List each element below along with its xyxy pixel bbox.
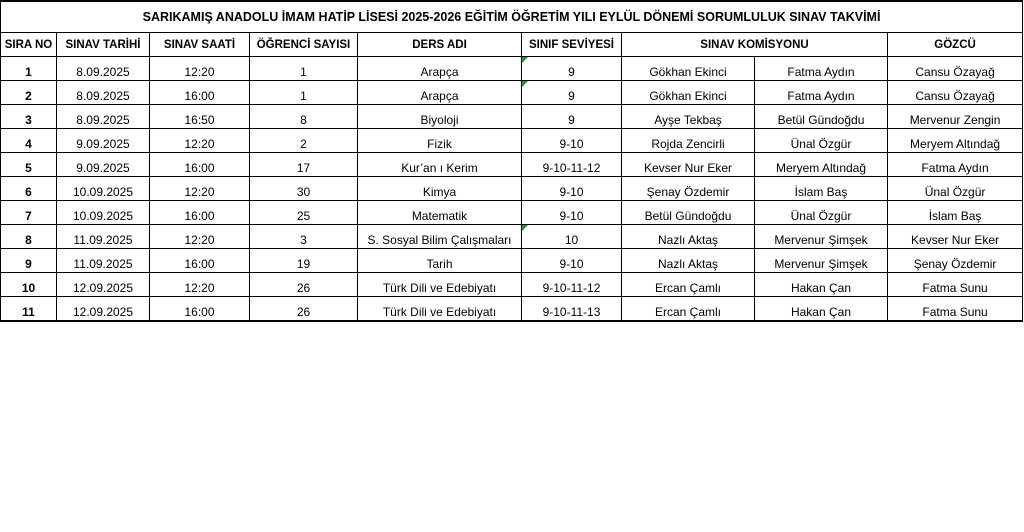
cell-sinav-tarihi[interactable] [57,129,150,153]
cell-komisyon-uye-1[interactable] [622,297,755,322]
header-row [1,33,1023,57]
cell-ders-adi[interactable] [358,129,522,153]
cell-gozcu-text: Şenay Özdemir [913,257,997,271]
cell-ogrenci-sayisi-text: 2 [300,137,307,151]
table-row [1,105,1023,129]
cell-komisyon-uye-1[interactable] [622,249,755,273]
cell-ogrenci-sayisi[interactable] [250,129,358,153]
cell-sinav-saati[interactable] [150,249,250,273]
cell-komisyon-uye-1-text: Ercan Çamlı [654,281,722,295]
table-row [1,153,1023,177]
cell-sinif-seviyesi-text: 9-10-11-13 [542,305,601,319]
cell-sinav-tarihi[interactable] [57,201,150,225]
cell-sinav-tarihi[interactable] [57,249,150,273]
cell-komisyon-uye-1-text: Ayşe Tekbaş [654,113,722,127]
cell-sinav-tarihi[interactable] [57,297,150,322]
cell-komisyon-uye-2-text: Ünal Özgür [790,137,852,151]
cell-komisyon-uye-1[interactable] [622,57,755,81]
cell-ders-adi[interactable] [358,57,522,81]
cell-sinif-seviyesi-text: 9-10-11-12 [542,161,601,175]
cell-komisyon-uye-1[interactable] [622,225,755,249]
cell-komisyon-uye-1[interactable] [622,129,755,153]
cell-sinav-saati-text: 16:00 [184,209,215,223]
cell-sinav-tarihi-text: 9.09.2025 [76,137,130,151]
cell-komisyon-uye-2[interactable] [755,129,888,153]
cell-komisyon-uye-1-text: Ercan Çamlı [654,305,722,319]
cell-komisyon-uye-2-text: İslam Baş [794,185,848,199]
cell-sinif-seviyesi[interactable] [522,273,622,297]
cell-sira-no-text: 10 [21,281,36,295]
cell-ogrenci-sayisi[interactable] [250,177,358,201]
comment-marker-icon [522,57,528,63]
comment-marker-icon [522,81,528,87]
cell-sinav-tarihi[interactable] [57,153,150,177]
cell-sinif-seviyesi[interactable] [522,129,622,153]
cell-gozcu-text: Fatma Sunu [922,305,988,319]
cell-sinav-saati-text: 16:00 [184,161,215,175]
cell-sira-no[interactable] [1,105,57,129]
cell-sinav-saati[interactable] [150,273,250,297]
cell-komisyon-uye-1[interactable] [622,273,755,297]
cell-ders-adi-text: Türk Dili ve Edebiyatı [382,281,497,295]
cell-sinav-saati[interactable] [150,57,250,81]
cell-sinav-saati-text: 12:20 [184,281,215,295]
cell-sira-no[interactable] [1,201,57,225]
cell-sira-no[interactable] [1,57,57,81]
cell-ogrenci-sayisi[interactable] [250,297,358,322]
cell-sinav-tarihi-text: 10.09.2025 [72,185,134,199]
cell-gozcu[interactable] [888,225,1023,249]
table-row [1,129,1023,153]
cell-sinav-saati-text: 12:20 [184,65,215,79]
cell-sira-no-text: 1 [25,65,32,79]
cell-sinav-saati-text: 16:00 [184,89,215,103]
cell-ogrenci-sayisi[interactable] [250,225,358,249]
header-sinif-seviyesi[interactable]: SINIF SEVİYESİ [522,33,622,57]
cell-ders-adi-text: Arapça [420,89,459,103]
cell-sinav-tarihi-text: 8.09.2025 [76,89,130,103]
cell-sinif-seviyesi[interactable] [522,153,622,177]
cell-sinav-tarihi[interactable] [57,57,150,81]
cell-sira-no-text: 11 [22,305,35,319]
cell-sinav-tarihi-text: 12.09.2025 [72,281,134,295]
cell-sinif-seviyesi-text: 9 [568,89,575,103]
cell-sinav-tarihi[interactable] [57,81,150,105]
cell-komisyon-uye-1[interactable] [622,81,755,105]
cell-komisyon-uye-2[interactable] [755,225,888,249]
cell-sinav-tarihi-text: 11.09.2025 [73,257,133,271]
cell-sira-no[interactable] [1,225,57,249]
cell-komisyon-uye-2-text: Mervenur Şimşek [774,257,868,271]
cell-sinif-seviyesi-text: 9-10 [559,257,584,271]
cell-ders-adi-text: Türk Dili ve Edebiyatı [382,305,497,319]
cell-komisyon-uye-1[interactable] [622,105,755,129]
cell-komisyon-uye-1-text: Gökhan Ekinci [649,65,727,79]
cell-komisyon-uye-2-text: Betül Gündoğdu [777,113,865,127]
cell-sira-no[interactable] [1,177,57,201]
cell-sinav-saati[interactable] [150,129,250,153]
cell-ogrenci-sayisi-text: 26 [296,281,311,295]
cell-komisyon-uye-1-text: Kevser Nur Eker [643,161,733,175]
cell-gozcu-text: Ünal Özgür [924,185,986,199]
cell-ogrenci-sayisi-text: 3 [300,233,307,247]
cell-sira-no-text: 5 [25,161,32,175]
cell-sinav-saati-text: 16:00 [184,257,215,271]
cell-komisyon-uye-1[interactable] [622,177,755,201]
cell-sinav-tarihi-text: 8.09.2025 [76,113,130,127]
cell-komisyon-uye-1-text: Gökhan Ekinci [649,89,727,103]
cell-sira-no[interactable] [1,81,57,105]
cell-komisyon-uye-2[interactable] [755,81,888,105]
cell-komisyon-uye-2-text: Meryem Altındağ [775,161,867,175]
cell-komisyon-uye-2[interactable] [755,249,888,273]
cell-gozcu-text: Kevser Nur Eker [911,233,1000,247]
cell-ogrenci-sayisi[interactable] [250,105,358,129]
cell-sinif-seviyesi[interactable] [522,249,622,273]
cell-sinav-saati[interactable] [150,81,250,105]
header-sira-no[interactable]: SIRA NO [1,33,57,57]
cell-komisyon-uye-2-text: Fatma Aydın [787,65,855,79]
table-row [1,201,1023,225]
cell-komisyon-uye-2[interactable] [755,201,888,225]
cell-sinav-saati-text: 16:00 [184,305,215,319]
cell-ogrenci-sayisi-text: 8 [300,113,307,127]
comment-marker-icon [522,225,528,231]
cell-ders-adi-text: Tarih [426,257,453,271]
cell-sinif-seviyesi[interactable] [522,297,622,322]
cell-sinav-saati[interactable] [150,177,250,201]
cell-sinav-saati-text: 12:20 [184,233,215,247]
cell-komisyon-uye-1-text: Nazlı Aktaş [657,233,719,247]
cell-sinav-tarihi-text: 12.09.2025 [72,305,134,319]
cell-ogrenci-sayisi-text: 30 [296,185,311,199]
cell-sinav-saati[interactable] [150,105,250,129]
header-sinav-saati[interactable]: SINAV SAATİ [150,33,250,57]
cell-gozcu[interactable] [888,201,1023,225]
cell-sinif-seviyesi-text: 9 [568,113,575,127]
cell-komisyon-uye-1-text: Rojda Zencirli [651,137,725,151]
cell-ogrenci-sayisi[interactable] [250,153,358,177]
table-row [1,57,1023,81]
cell-sira-no[interactable] [1,273,57,297]
cell-ders-adi[interactable] [358,177,522,201]
cell-gozcu[interactable] [888,105,1023,129]
cell-komisyon-uye-1-text: Betül Gündoğdu [644,209,732,223]
cell-gozcu-text: Meryem Altındağ [910,137,1001,151]
cell-ders-adi[interactable] [358,225,522,249]
cell-ogrenci-sayisi[interactable] [250,201,358,225]
cell-sira-no[interactable] [1,249,57,273]
cell-ders-adi[interactable] [358,273,522,297]
cell-ders-adi-text: Arapça [420,65,459,79]
cell-gozcu[interactable] [888,177,1023,201]
cell-gozcu[interactable] [888,249,1023,273]
cell-ders-adi-text: S. Sosyal Bilim Çalışmaları [367,233,512,247]
cell-sinif-seviyesi[interactable] [522,105,622,129]
cell-ders-adi[interactable] [358,105,522,129]
cell-ogrenci-sayisi-text: 1 [300,89,307,103]
cell-sinav-tarihi[interactable] [57,273,150,297]
cell-sira-no-text: 2 [25,89,32,103]
cell-komisyon-uye-2-text: Ünal Özgür [790,209,852,223]
table-row [1,225,1023,249]
cell-komisyon-uye-1-text: Nazlı Aktaş [657,257,719,271]
cell-sinif-seviyesi[interactable] [522,201,622,225]
cell-gozcu[interactable] [888,153,1023,177]
cell-sira-no-text: 7 [25,209,32,223]
cell-sira-no-text: 8 [25,233,32,247]
cell-gozcu[interactable] [888,81,1023,105]
cell-komisyon-uye-2[interactable] [755,57,888,81]
cell-gozcu-text: Mervenur Zengin [909,113,1001,127]
cell-ders-adi-text: Kimya [422,185,457,199]
cell-ders-adi-text: Kur’an ı Kerim [401,161,478,175]
cell-sinif-seviyesi[interactable] [522,57,622,81]
cell-sinif-seviyesi-text: 10 [564,233,579,247]
header-ogrenci-sayisi[interactable]: ÖĞRENCİ SAYISI [250,33,358,57]
cell-ders-adi[interactable] [358,297,522,322]
table-row [1,297,1023,322]
table-row [1,273,1023,297]
cell-gozcu-text: İslam Baş [928,209,982,223]
cell-sinif-seviyesi[interactable] [522,177,622,201]
cell-sinif-seviyesi-text: 9-10-11-12 [542,281,601,295]
cell-ogrenci-sayisi-text: 25 [296,209,311,223]
cell-ogrenci-sayisi-text: 26 [296,305,311,319]
cell-sinav-saati-text: 12:20 [184,185,215,199]
cell-sira-no[interactable] [1,297,57,322]
cell-komisyon-uye-2[interactable] [755,273,888,297]
cell-sinav-tarihi[interactable] [57,177,150,201]
cell-ders-adi-text: Biyoloji [420,113,459,127]
cell-sinav-tarihi[interactable] [57,105,150,129]
cell-komisyon-uye-2[interactable] [755,153,888,177]
cell-komisyon-uye-2[interactable] [755,297,888,322]
cell-ders-adi-text: Fizik [427,137,452,151]
cell-sinav-saati[interactable] [150,297,250,322]
cell-ogrenci-sayisi[interactable] [250,57,358,81]
table-row [1,249,1023,273]
cell-ders-adi-text: Matematik [411,209,468,223]
cell-sinif-seviyesi-text: 9-10 [559,209,584,223]
cell-gozcu-text: Cansu Özayağ [915,89,995,103]
header-ders-adi[interactable]: DERS ADI [358,33,522,57]
cell-sinif-seviyesi-text: 9 [568,65,575,79]
table-row [1,177,1023,201]
cell-ogrenci-sayisi-text: 19 [296,257,311,271]
cell-sira-no-text: 3 [25,113,32,127]
cell-komisyon-uye-2-text: Hakan Çan [790,281,852,295]
cell-sinav-tarihi-text: 8.09.2025 [76,65,130,79]
cell-sinav-tarihi-text: 9.09.2025 [76,161,130,175]
schedule-body [1,57,1023,322]
cell-komisyon-uye-2-text: Mervenur Şimşek [774,233,868,247]
cell-sira-no-text: 6 [25,185,32,199]
header-sinav-tarihi[interactable]: SINAV TARİHİ [57,33,150,57]
cell-sinav-saati[interactable] [150,201,250,225]
cell-gozcu[interactable] [888,273,1023,297]
cell-gozcu-text: Cansu Özayağ [915,65,995,79]
cell-gozcu[interactable] [888,57,1023,81]
cell-ogrenci-sayisi-text: 17 [296,161,311,175]
cell-sinav-tarihi[interactable] [57,225,150,249]
cell-ders-adi[interactable] [358,153,522,177]
cell-ogrenci-sayisi[interactable] [250,81,358,105]
cell-sinav-tarihi-text: 10.09.2025 [72,209,134,223]
title-row [1,1,1023,33]
cell-sira-no-text: 9 [25,257,32,271]
cell-sinav-saati[interactable] [150,153,250,177]
cell-komisyon-uye-2-text: Fatma Aydın [787,89,855,103]
cell-gozcu-text: Fatma Aydın [921,161,989,175]
table-row [1,81,1023,105]
cell-sinav-saati[interactable] [150,225,250,249]
cell-gozcu-text: Fatma Sunu [922,281,988,295]
cell-komisyon-uye-1-text: Şenay Özdemir [646,185,730,199]
cell-gozcu[interactable] [888,129,1023,153]
cell-sinif-seviyesi-text: 9-10 [559,185,584,199]
cell-ogrenci-sayisi[interactable] [250,273,358,297]
cell-ogrenci-sayisi-text: 1 [300,65,307,79]
cell-ders-adi[interactable] [358,201,522,225]
schedule-title[interactable]: SARIKAMIŞ ANADOLU İMAM HATİP LİSESİ 2025-2026 EĞİTİM ÖĞRETİM YILI EYLÜL DÖNEMİ SORUMLULUK SINAV TAKVİMİ [1,1,1023,33]
header-gozcu[interactable]: GÖZCÜ [888,33,1023,57]
cell-komisyon-uye-2-text: Hakan Çan [790,305,852,319]
header-sinav-komisyonu[interactable]: SINAV KOMİSYONU [622,33,888,57]
cell-sinav-tarihi-text: 11.09.2025 [73,233,133,247]
cell-komisyon-uye-1[interactable] [622,201,755,225]
cell-sira-no-text: 4 [25,137,32,151]
cell-sinif-seviyesi-text: 9-10 [559,137,584,151]
cell-komisyon-uye-2[interactable] [755,177,888,201]
cell-sinav-saati-text: 12:20 [184,137,215,151]
cell-komisyon-uye-1[interactable] [622,153,755,177]
cell-komisyon-uye-2[interactable] [755,105,888,129]
cell-ogrenci-sayisi[interactable] [250,249,358,273]
cell-sinif-seviyesi[interactable] [522,81,622,105]
cell-sira-no[interactable] [1,129,57,153]
cell-sira-no[interactable] [1,153,57,177]
cell-sinif-seviyesi[interactable] [522,225,622,249]
cell-gozcu[interactable] [888,297,1023,322]
cell-sinav-saati-text: 16:50 [184,113,215,127]
cell-ders-adi[interactable] [358,81,522,105]
cell-ders-adi[interactable] [358,249,522,273]
